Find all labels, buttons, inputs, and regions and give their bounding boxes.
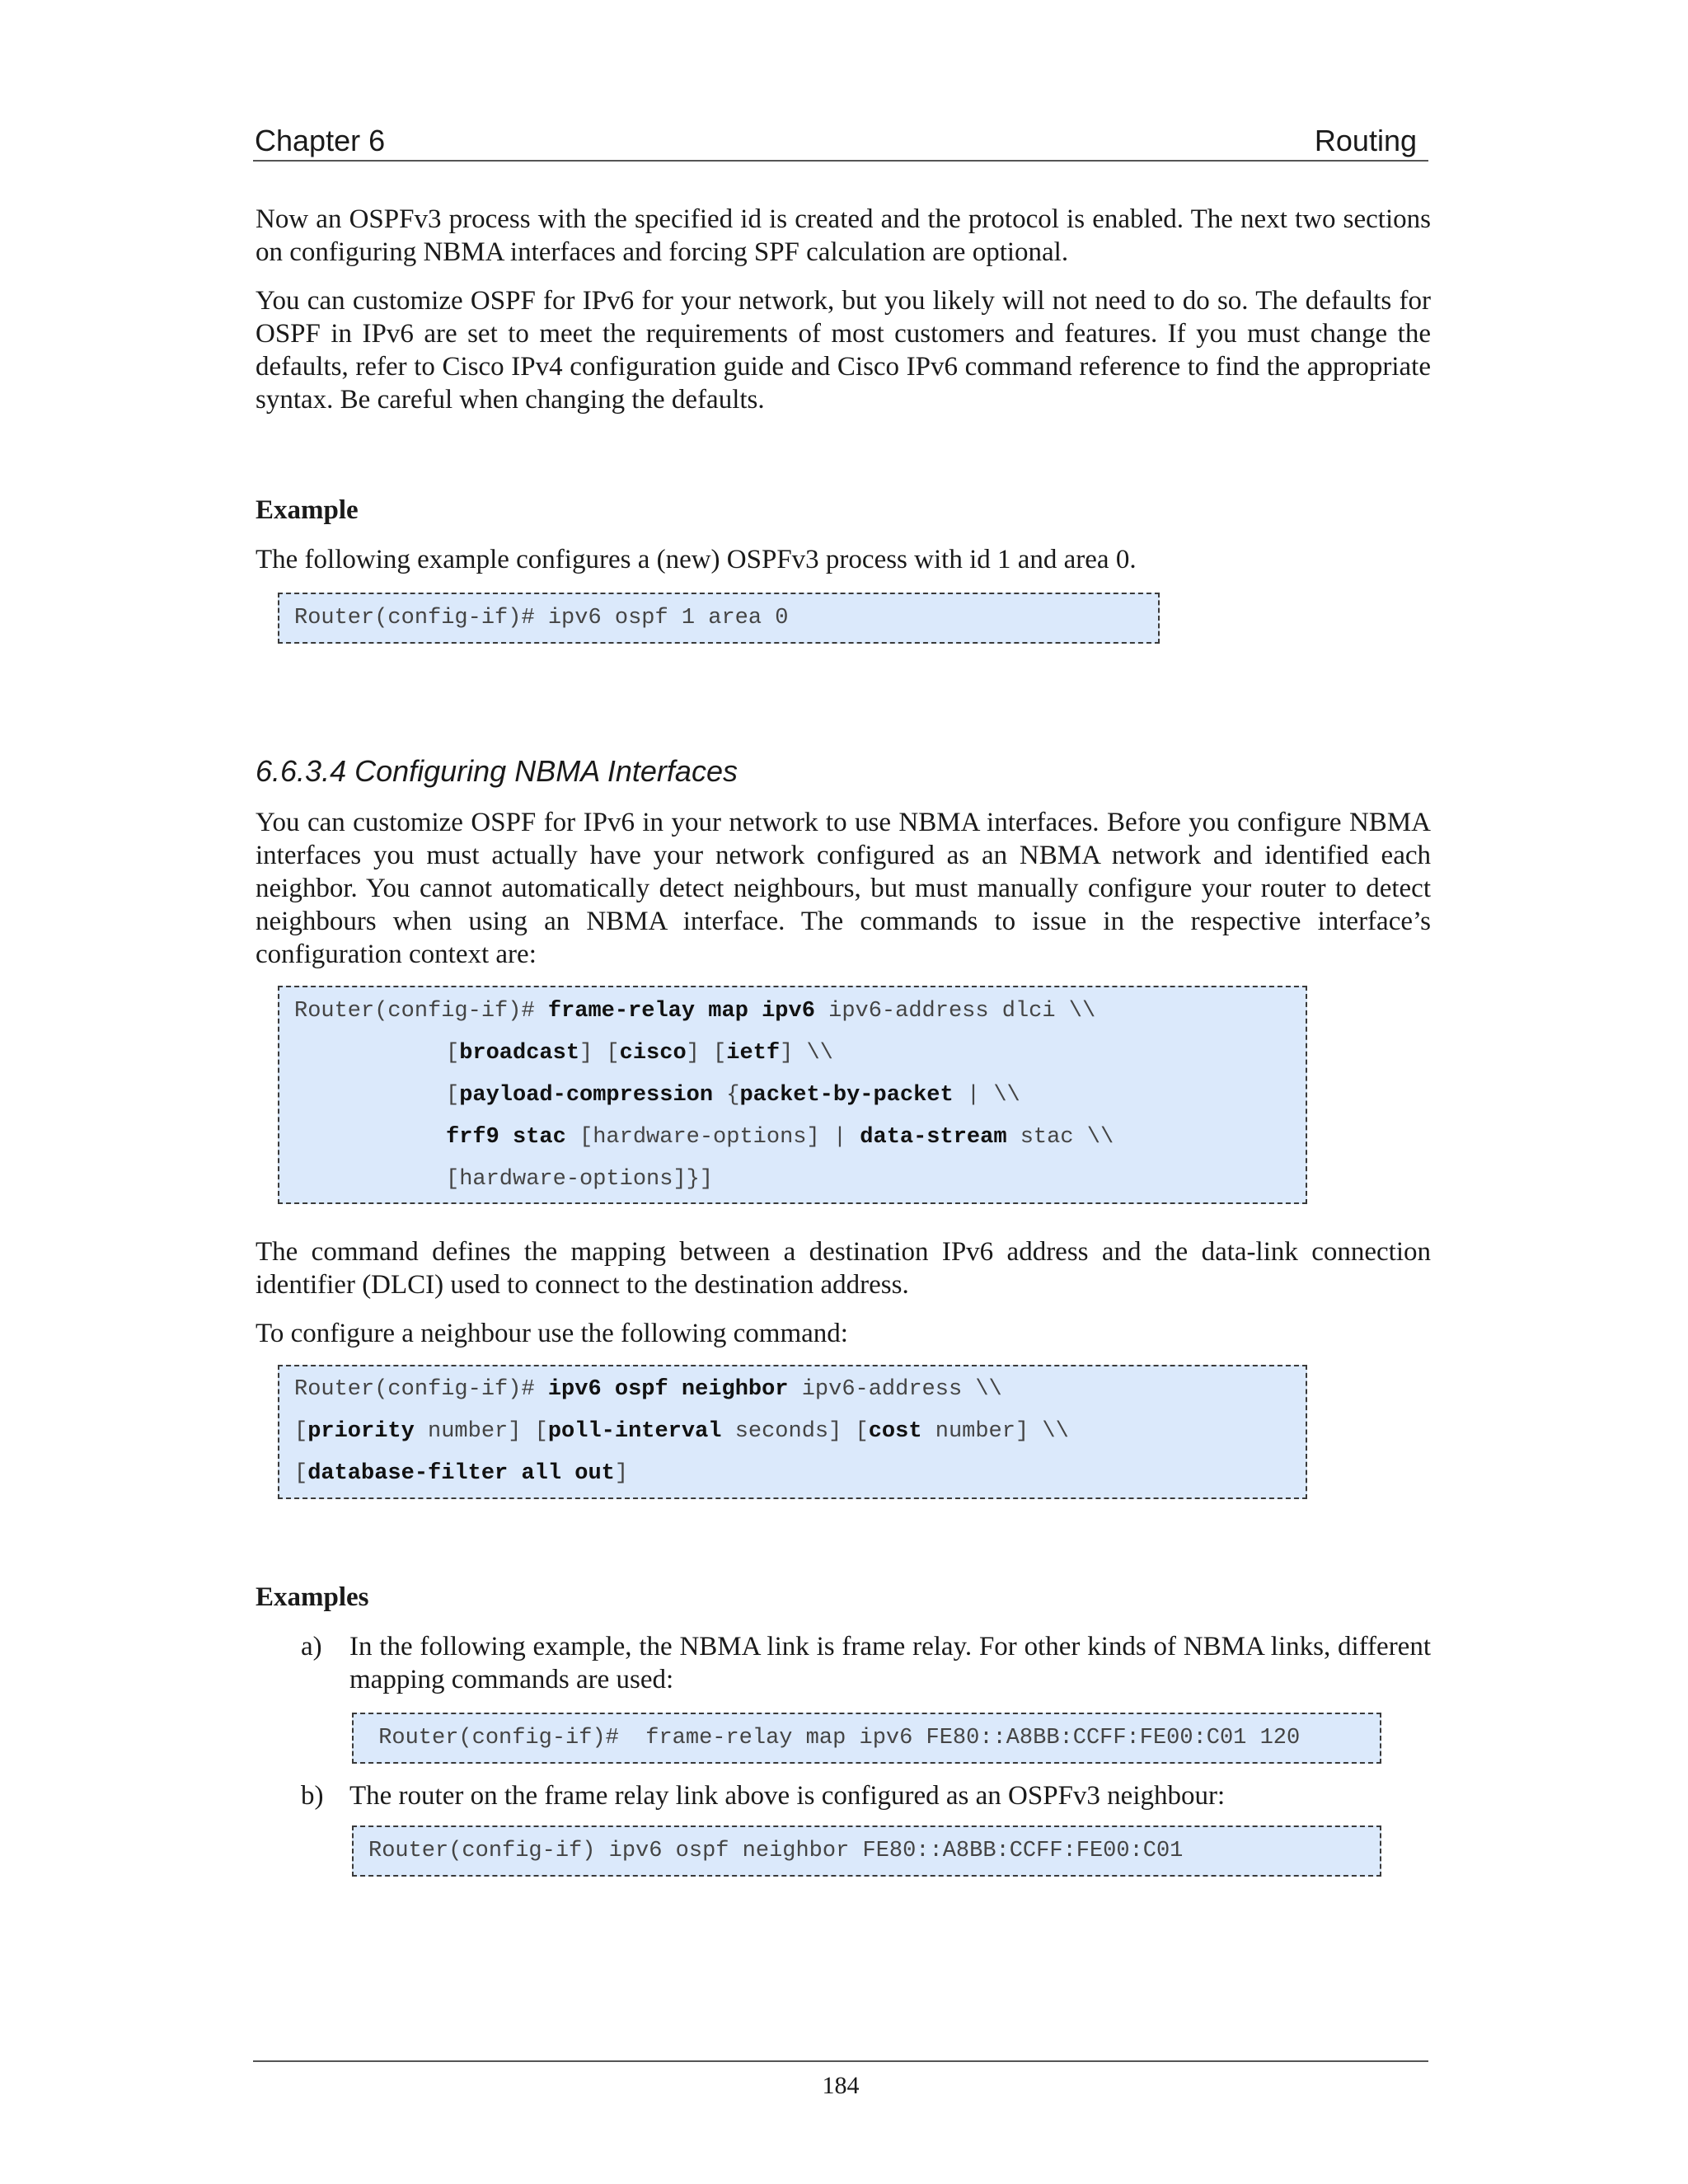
code-line: Router(config-if) ipv6 ospf neighbor FE80::A8BB:CCFF:FE00:C01 bbox=[368, 1839, 1184, 1863]
list-label: a) bbox=[301, 1632, 322, 1661]
example-heading: Example bbox=[256, 495, 359, 525]
code-block-example-b bbox=[352, 1825, 1381, 1877]
mapping-description: The command defines the mapping between a destination IPv6 address and the data-link connection identifier (DLCI) used to connect to the destination address. bbox=[256, 1237, 1431, 1300]
list-label: b) bbox=[301, 1781, 324, 1811]
code-line: Router(config-if)# ipv6 ospf 1 area 0 bbox=[294, 606, 789, 630]
chapter-label: Chapter 6 bbox=[255, 124, 386, 157]
code-line: [payload-compression {packet-by-packet | \\ bbox=[446, 1083, 1020, 1108]
list-text: The router on the frame relay link above is configured as an OSPFv3 neighbour: bbox=[349, 1781, 1226, 1811]
page-header bbox=[253, 122, 1428, 162]
code-block-ospf-area bbox=[278, 593, 1160, 644]
intro-paragraph: Now an OSPFv3 process with the specified id is created and the protocol is enabled. The next two sections on configuring NBMA interfaces and forcing SPF calculation are optional. bbox=[256, 204, 1431, 267]
page-number: 184 bbox=[822, 2072, 860, 2099]
code-line: Router(config-if)# frame-relay map ipv6 FE80::A8BB:CCFF:FE00:C01 120 bbox=[365, 1726, 1301, 1750]
code-line: [priority number] [poll-interval seconds] [cost number] \\ bbox=[294, 1419, 1069, 1444]
nbma-intro-paragraph: You can customize OSPF for IPv6 in your network to use NBMA interfaces. Before you configure NBMA interfaces you must actually have your network configured as an NBMA network and identified each neighbor. You cannot automatically detect neighbours, but must manually configure your router to detect neighbours when using an NBMA interface. The commands to issue in the respective interface’s configuration context are: bbox=[256, 808, 1431, 969]
chapter-title: Routing bbox=[1314, 124, 1417, 157]
customize-paragraph: You can customize OSPF for IPv6 for your network, but you likely will not need to do so. The defaults for OSPF in IPv6 are set to meet the requirements of most customers and features. If you must change the defaults, refer to Cisco IPv4 configuration guide and Cisco IPv6 command reference to find the appropriate syntax. Be careful when changing the defaults. bbox=[256, 286, 1431, 415]
code-line: [broadcast] [cisco] [ietf] \\ bbox=[446, 1041, 833, 1066]
code-line: Router(config-if)# ipv6 ospf neighbor ipv6-address \\ bbox=[294, 1377, 1002, 1402]
example-intro: The following example configures a (new) OSPFv3 process with id 1 and area 0. bbox=[256, 545, 1137, 574]
neighbour-intro: To configure a neighbour use the following command: bbox=[256, 1319, 848, 1348]
code-line: Router(config-if)# frame-relay map ipv6 ipv6-address dlci \\ bbox=[294, 999, 1096, 1024]
section-title: 6.6.3.4 Configuring NBMA Interfaces bbox=[256, 754, 738, 788]
page-footer bbox=[253, 2060, 1428, 2100]
code-line: [database-filter all out] bbox=[294, 1461, 629, 1486]
code-block-frame-relay-map bbox=[278, 986, 1307, 1204]
code-line: [hardware-options]}] bbox=[446, 1167, 714, 1192]
code-line: frf9 stac [hardware-options] | data-stream stac \\ bbox=[446, 1125, 1114, 1150]
code-block-ospf-neighbor bbox=[278, 1365, 1307, 1499]
list-text: In the following example, the NBMA link is frame relay. For other kinds of NBMA links, different mapping commands are used: bbox=[349, 1632, 1431, 1694]
code-block-example-a bbox=[352, 1713, 1381, 1764]
examples-heading: Examples bbox=[256, 1582, 369, 1612]
